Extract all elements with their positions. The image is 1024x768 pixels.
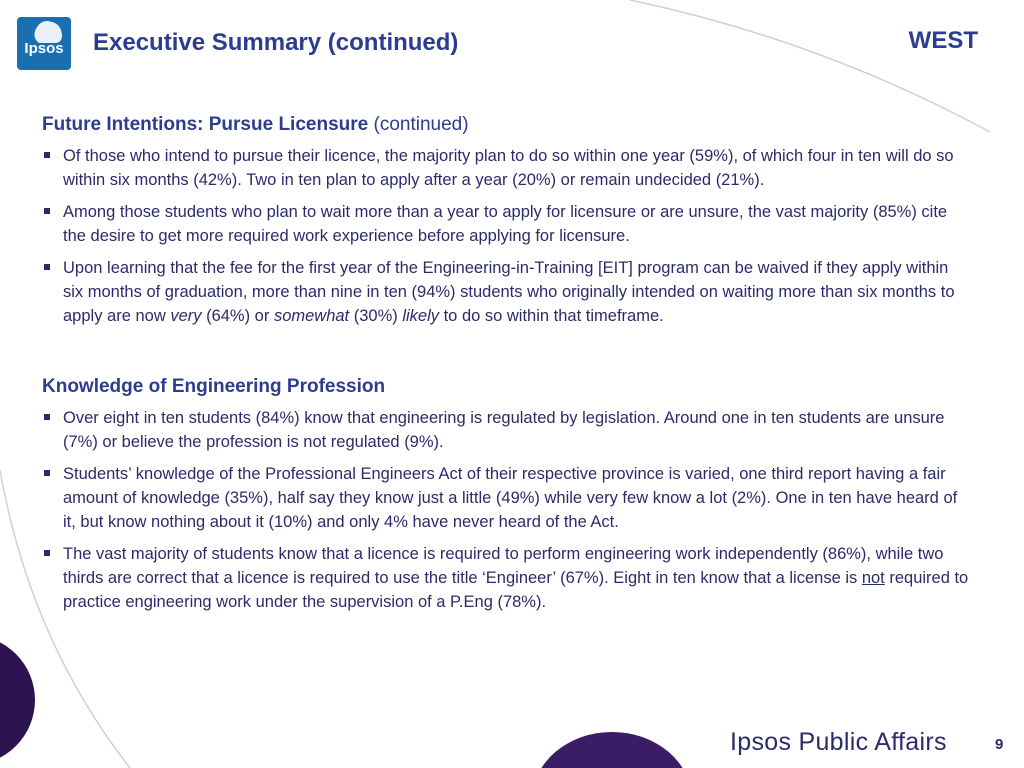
section-heading-suffix: (continued)	[368, 114, 469, 135]
bullet-item	[42, 144, 972, 192]
bullet-item	[42, 406, 972, 454]
logo-text: Ipsos	[24, 40, 64, 57]
section-heading-bold: Knowledge of Engineering Profession	[42, 376, 386, 397]
page-title: Executive Summary (continued)	[93, 29, 459, 56]
bullet-text-underlined: not	[861, 569, 885, 587]
section-heading	[42, 112, 972, 138]
bullet-square-icon	[44, 208, 50, 214]
decorative-circle-bottom	[532, 732, 692, 768]
bullet-list	[42, 144, 972, 328]
section-future-intentions	[42, 112, 972, 328]
bullet-item	[42, 200, 972, 248]
bullet-text: Of those who intend to pursue their licence, the majority plan to do so within one year (59%), of which four in ten will do so within six months (42%). Two in ten plan to apply after a year (20%) or remain undecided (21%).	[63, 147, 954, 189]
bullet-square-icon	[44, 550, 50, 556]
bullet-square-icon	[44, 264, 50, 270]
footer-brand: Ipsos Public Affairs	[730, 728, 947, 756]
bullet-text: The vast majority of students know that a licence is required to perform engineering work independently (86%), while two thirds are correct that a licence is required to use the title ‘Engineer’ (67%). Eight in ten know that a license is	[63, 545, 944, 587]
bullet-item	[42, 542, 972, 614]
bullet-text: Upon learning that the fee for the first year of the Engineering-in-Training [EIT] program can be waived if they apply within six months of graduation, more than nine in ten (94%) students who originally intended on waiting more than six months to apply are now	[63, 259, 955, 325]
bullet-square-icon	[44, 152, 50, 158]
bullet-text: Among those students who plan to wait more than a year to apply for licensure or are unsure, the vast majority (85%) cite the desire to get more required work experience before applying for licensure.	[63, 203, 948, 245]
bullet-text: (30%)	[349, 307, 403, 325]
ipsos-logo	[17, 17, 71, 70]
region-label: WEST	[908, 27, 978, 54]
decorative-circle-left	[0, 635, 35, 765]
bullet-square-icon	[44, 414, 50, 420]
bullet-text: (64%) or	[201, 307, 274, 325]
section-heading	[42, 374, 972, 400]
bullet-square-icon	[44, 470, 50, 476]
bullet-text: Over eight in ten students (84%) know that engineering is regulated by legislation. Around one in ten students are unsure (7%) or believe the profession is not regulated (9%).	[63, 409, 945, 451]
bullet-item	[42, 256, 972, 328]
bullet-text-emphasis: somewhat	[273, 307, 350, 325]
bullet-text-emphasis: likely	[402, 307, 440, 325]
bullet-list	[42, 406, 972, 614]
bullet-text: to do so within that timeframe.	[439, 307, 664, 325]
bullet-item	[42, 462, 972, 534]
page-number: 9	[995, 736, 1004, 753]
bullet-text: Students’ knowledge of the Professional Engineers Act of their respective province is varied, one third report having a fair amount of knowledge (35%), half say they know just a little (49%) while very few know a lot (2%). One in ten have heard of it, but know nothing about it (10%) and only 4% have never heard of the Act.	[63, 465, 958, 531]
section-knowledge	[42, 374, 972, 614]
section-heading-bold: Future Intentions: Pursue Licensure	[42, 114, 369, 135]
main-content	[42, 112, 972, 622]
bullet-text-emphasis: very	[170, 307, 202, 325]
bullet-text: required to practice engineering work under the supervision of a P.Eng (78%).	[63, 569, 969, 611]
